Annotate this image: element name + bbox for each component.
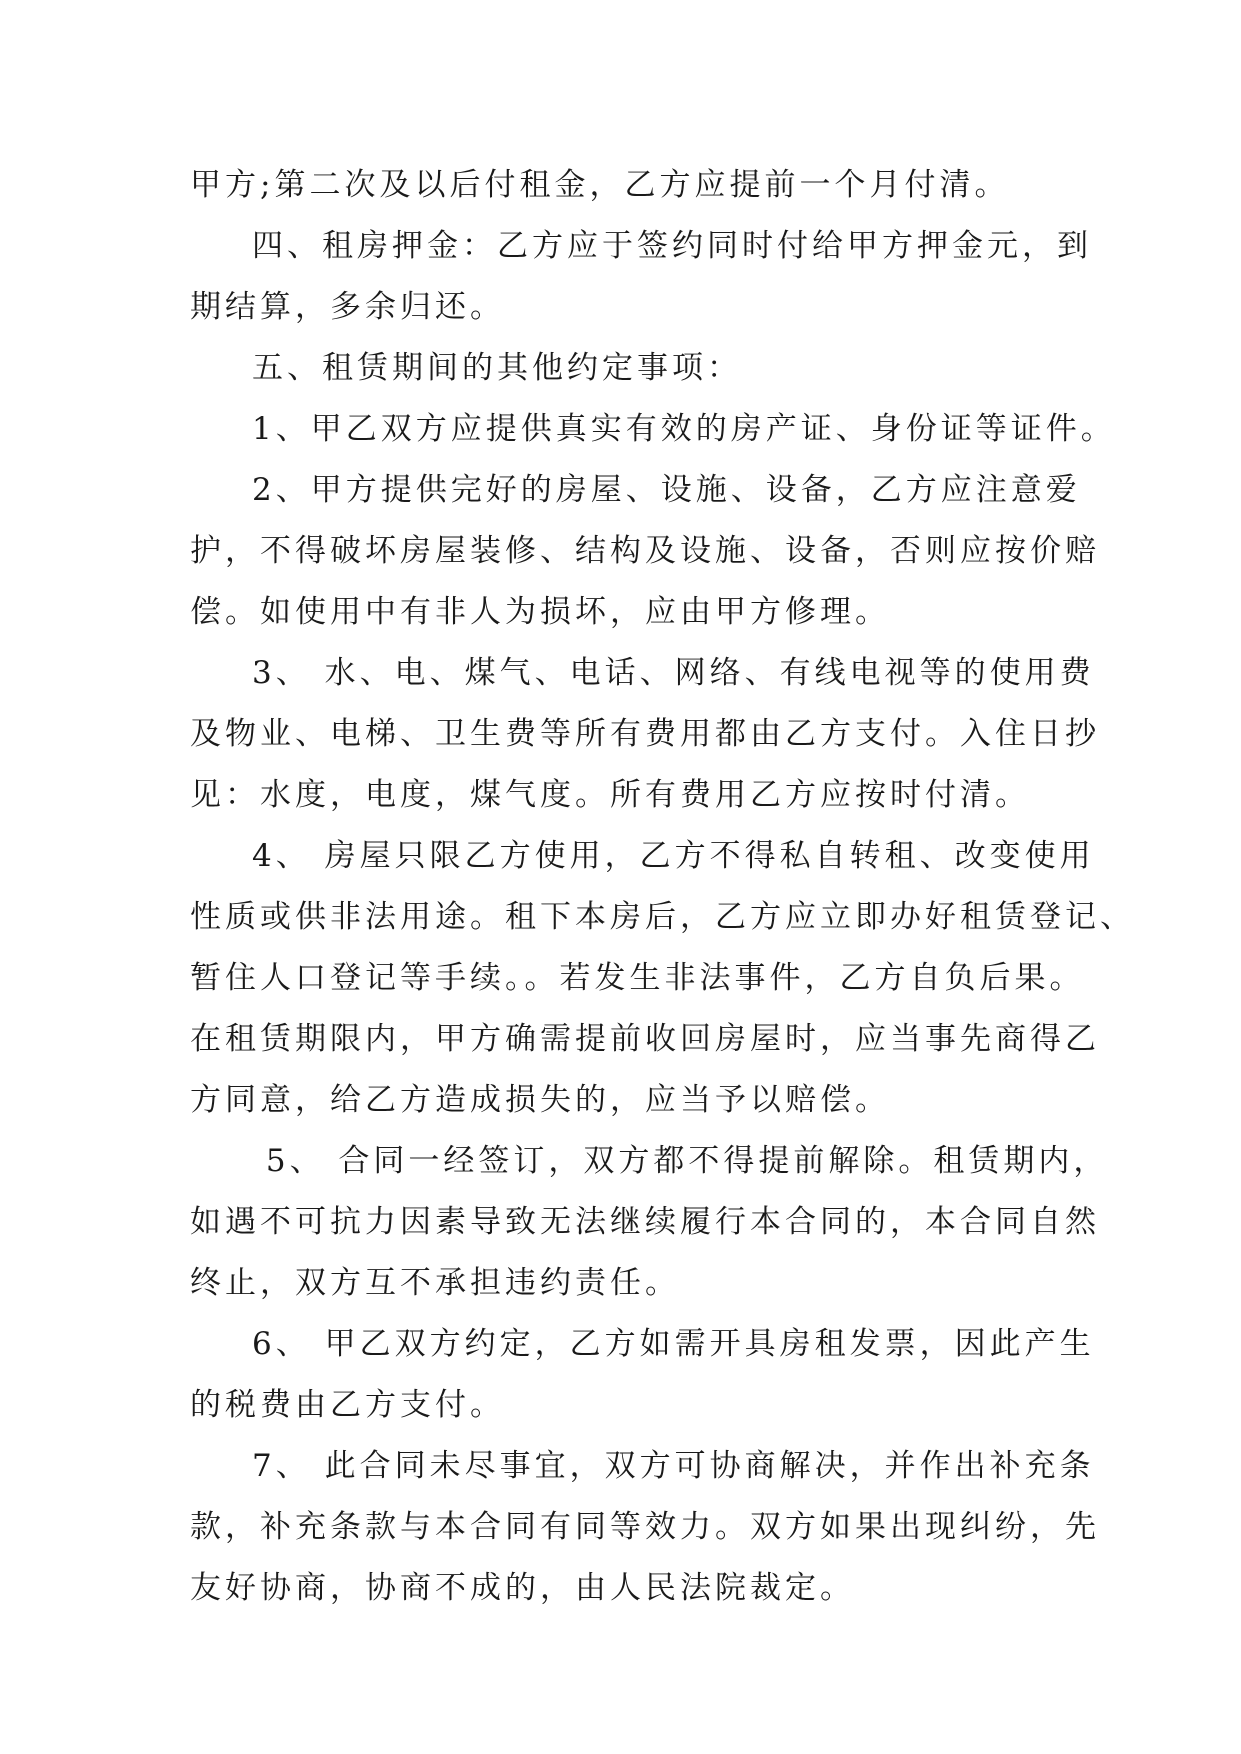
paragraph <box>190 643 1100 826</box>
text-line: 五、租赁期间的其他约定事项： <box>252 350 742 386</box>
text-line: 1、甲乙双方应提供真实有效的房产证、身份证等证件。 <box>252 411 1116 447</box>
text-line: 期结算，多余归还。 <box>190 289 505 325</box>
paragraph <box>190 826 1135 1131</box>
text-line: 及物业、电梯、卫生费等所有费用都由乙方支付。入住日抄 <box>190 716 1100 752</box>
paragraph <box>190 460 1100 643</box>
text-line: 见：水度，电度，煤气度。所有费用乙方应按时付清。 <box>190 777 1030 813</box>
paragraph <box>190 338 1070 399</box>
paragraph <box>190 155 1070 216</box>
paragraph <box>190 1314 1095 1436</box>
text-line: 款，补充条款与本合同有同等效力。双方如果出现纠纷，先 <box>190 1509 1100 1545</box>
paragraph <box>190 1436 1100 1619</box>
text-line: 6、 甲乙双方约定，乙方如需开具房租发票，因此产生 <box>252 1326 1095 1362</box>
text-line: 2、甲方提供完好的房屋、设施、设备，乙方应注意爱 <box>252 472 1081 508</box>
paragraph <box>190 1131 1109 1314</box>
text-line: 7、 此合同未尽事宜，双方可协商解决，并作出补充条 <box>252 1448 1095 1484</box>
text-line: 性质或供非法用途。租下本房后，乙方应立即办好租赁登记、 <box>190 899 1135 935</box>
document-body <box>190 155 1135 1619</box>
text-line: 暂住人口登记等手续。。若发生非法事件，乙方自负后果。 <box>190 960 1085 996</box>
text-line: 友好协商，协商不成的，由人民法院裁定。 <box>190 1570 855 1606</box>
text-line: 终止，双方互不承担违约责任。 <box>190 1265 680 1301</box>
text-line: 偿。如使用中有非人为损坏，应由甲方修理。 <box>190 594 890 630</box>
text-line: 方同意，给乙方造成损失的，应当予以赔偿。 <box>190 1082 890 1118</box>
text-line: 四、租房押金：乙方应于签约同时付给甲方押金元，到 <box>252 228 1092 264</box>
paragraph <box>190 399 1116 460</box>
text-line: 如遇不可抗力因素导致无法继续履行本合同的，本合同自然 <box>190 1204 1100 1240</box>
text-line: 在租赁期限内，甲方确需提前收回房屋时，应当事先商得乙 <box>190 1021 1100 1057</box>
text-line: 护，不得破坏房屋装修、结构及设施、设备，否则应按价赔 <box>190 533 1100 569</box>
text-line: 3、 水、电、煤气、电话、网络、有线电视等的使用费 <box>252 655 1095 691</box>
text-line: 的税费由乙方支付。 <box>190 1387 505 1423</box>
text-line: 4、 房屋只限乙方使用，乙方不得私自转租、改变使用 <box>252 838 1095 874</box>
text-line: 甲方;第二次及以后付租金，乙方应提前一个月付清。 <box>190 167 1010 203</box>
text-line: 5、 合同一经签订，双方都不得提前解除。租赁期内， <box>252 1143 1109 1179</box>
paragraph <box>190 216 1092 338</box>
